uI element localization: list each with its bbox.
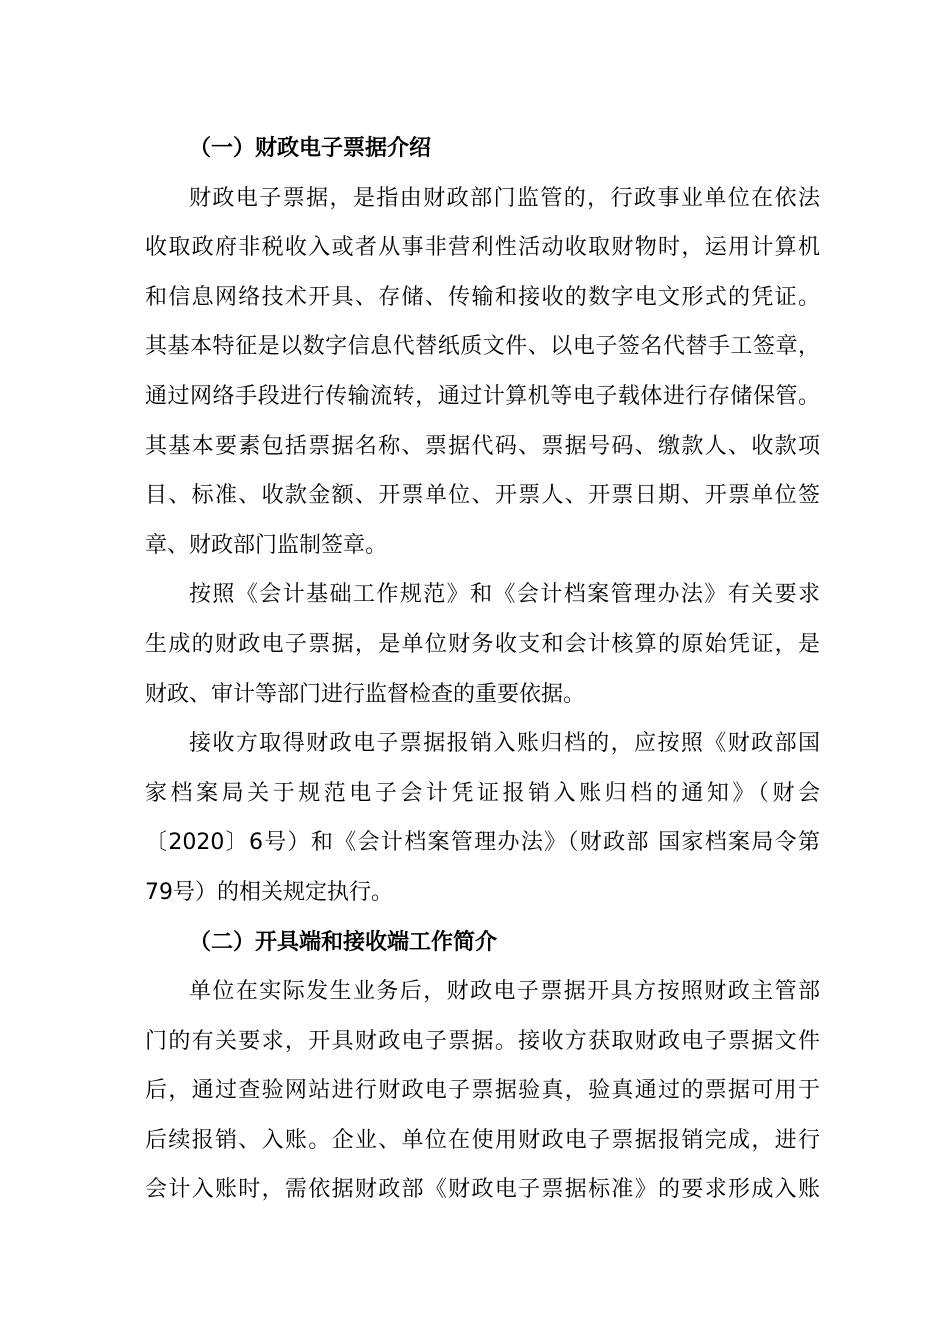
paragraph-line: 后，通过查验网站进行财政电子票据验真，验真通过的票据可用于 [145, 1078, 820, 1104]
paragraph-line: 通过网络手段进行传输流转，通过计算机等电子载体进行存储保管。 [145, 383, 820, 409]
paragraph-line: 收取政府非税收入或者从事非营利性活动收取财物时，运用计算机 [145, 235, 820, 261]
section-heading-1: （一）财政电子票据介绍 [189, 136, 432, 161]
paragraph-line: 79号）的相关规定执行。 [145, 879, 393, 905]
document-page [145, 124, 820, 1215]
paragraph-line: 其基本要素包括票据名称、票据代码、票据号码、缴款人、收款项 [145, 433, 820, 459]
paragraph-line: 生成的财政电子票据，是单位财务收支和会计核算的原始凭证，是 [145, 631, 820, 657]
paragraph-line: 会计入账时，需依据财政部《财政电子票据标准》的要求形成入账 [145, 1177, 820, 1203]
paragraph-line: 〔2020〕6号）和《会计档案管理办法》（财政部 国家档案局令第 [145, 830, 820, 856]
paragraph-line: 门的有关要求，开具财政电子票据。接收方获取财政电子票据文件 [145, 1028, 820, 1054]
paragraph-line: 财政、审计等部门进行监督检查的重要依据。 [145, 681, 586, 707]
paragraph-line: 财政电子票据，是指由财政部门监管的，行政事业单位在依法 [189, 185, 820, 211]
paragraph-line: 其基本特征是以数字信息代替纸质文件、以电子签名代替手工签章， [145, 334, 820, 360]
paragraph-line: 接收方取得财政电子票据报销入账归档的，应按照《财政部国 [189, 731, 820, 757]
paragraph-line: 家档案局关于规范电子会计凭证报销入账归档的通知》（财会 [145, 780, 820, 806]
paragraph-line: 单位在实际发生业务后，财政电子票据开具方按照财政主管部 [189, 979, 820, 1005]
section-heading-2: （二）开具端和接收端工作简介 [189, 929, 498, 955]
paragraph-line: 后续报销、入账。企业、单位在使用财政电子票据报销完成，进行 [145, 1127, 820, 1153]
paragraph-line: 按照《会计基础工作规范》和《会计档案管理办法》有关要求 [189, 582, 820, 608]
paragraph-line: 和信息网络技术开具、存储、传输和接收的数字电文形式的凭证。 [145, 284, 820, 310]
paragraph-line: 章、财政部门监制签章。 [145, 532, 388, 558]
paragraph-line: 目、标准、收款金额、开票单位、开票人、开票日期、开票单位签 [145, 483, 820, 509]
